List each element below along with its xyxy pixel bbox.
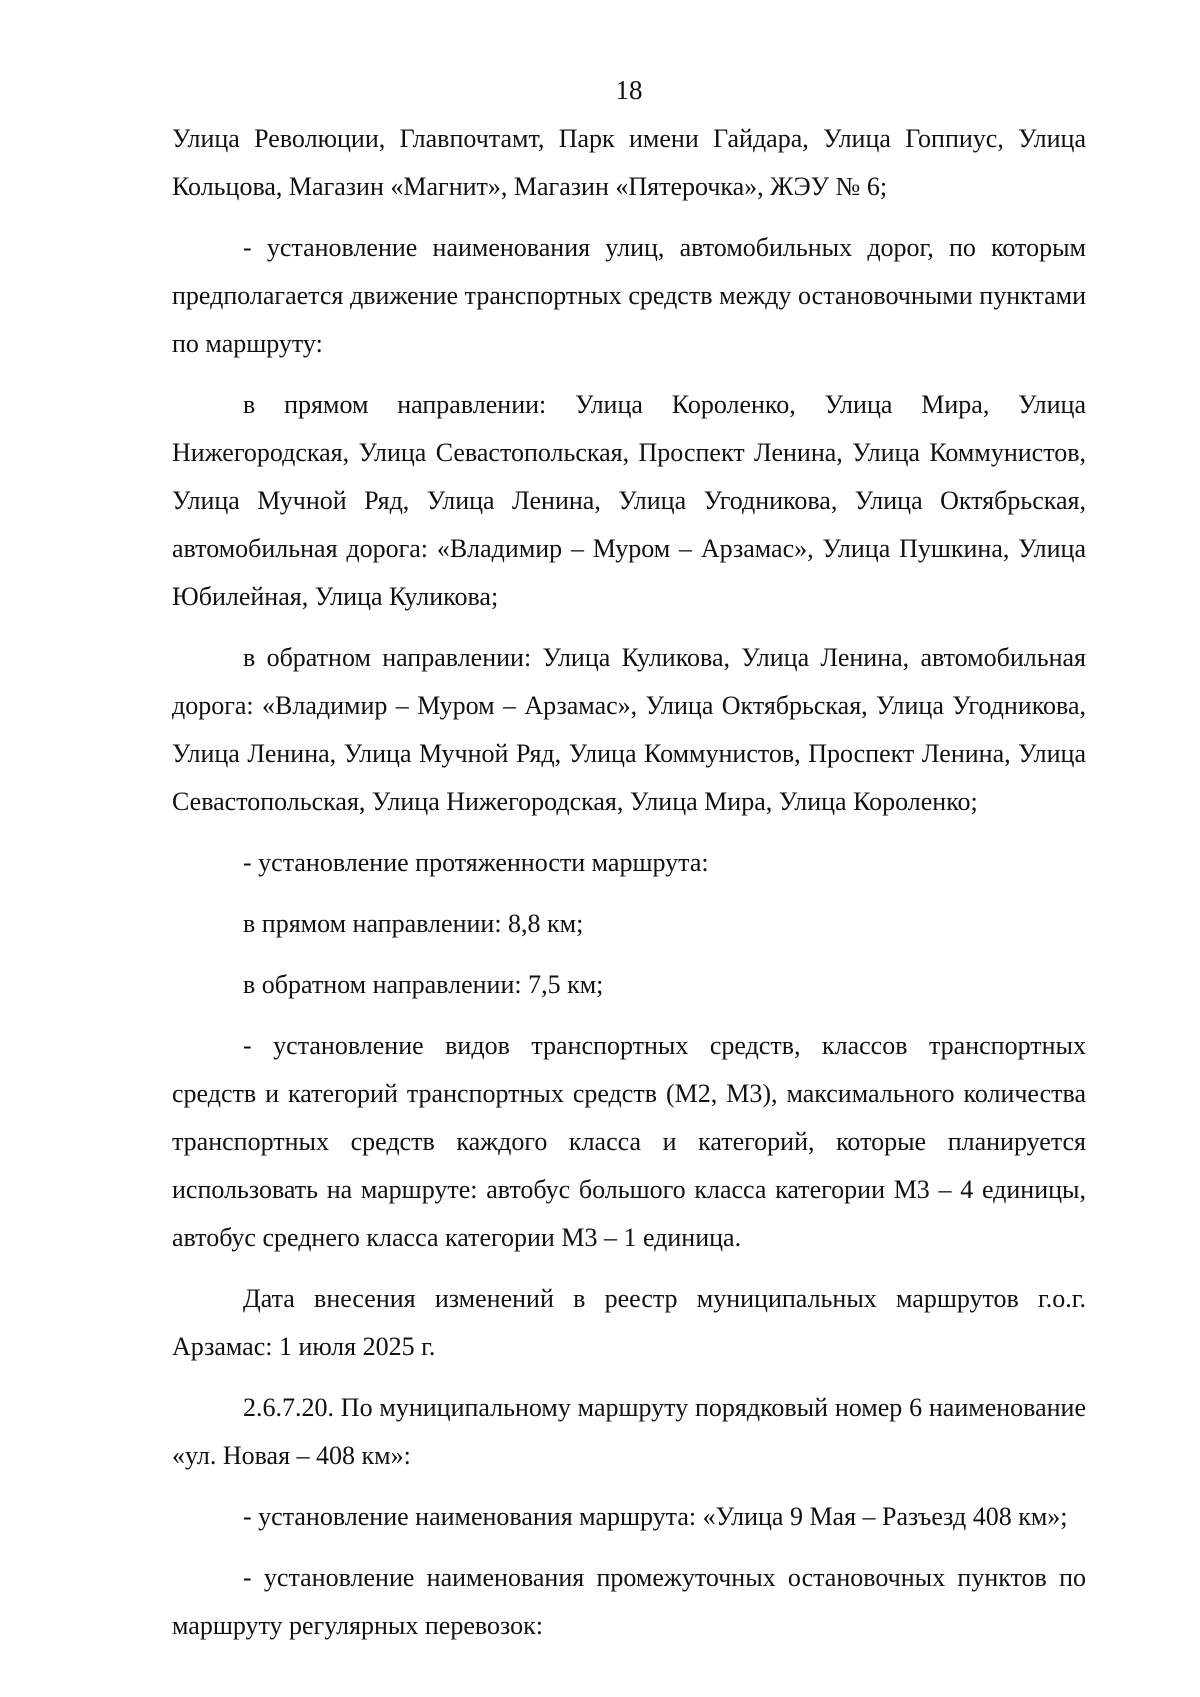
paragraph-forward-direction-streets: в прямом направлении: Улица Короленко, Улица Мира, Улица Нижегородская, Улица Севастопольская, Проспект Ленина, Улица Коммунистов, Улица Мучной Ряд, Улица Ленина, Улица Угодникова, Улица Октябрьская, автомобильная дорога: «Владимир – Муром – Арзамас», Улица Пушкина, Улица Юбилейная, Улица Куликова; xyxy=(172,390,1086,611)
paragraph-intermediate-stops-heading: - установление наименования промежуточных остановочных пунктов по маршруту регулярных перевозок: xyxy=(172,1563,1086,1640)
paragraph-section-2-6-7-20: 2.6.7.20. По муниципальному маршруту порядковый номер 6 наименование «ул. Новая – 408 км»: xyxy=(172,1393,1086,1470)
paragraph-registry-change-date: Дата внесения изменений в реестр муниципальных маршрутов г.о.г. Арзамас: 1 июля 2025 г. xyxy=(172,1284,1086,1361)
page-number: 18 xyxy=(615,75,643,105)
document-page xyxy=(172,0,1086,1697)
paragraph-street-names-heading: - установление наименования улиц, автомобильных дорог, по которым предполагается движение транспортных средств между остановочными пунктами по маршруту: xyxy=(172,233,1086,358)
paragraph-reverse-direction-streets: в обратном направлении: Улица Куликова, Улица Ленина, автомобильная дорога: «Владимир – Муром – Арзамас», Улица Октябрьская, Улица Угодникова, Улица Ленина, Улица Мучной Ряд, Улица Коммунистов, Проспект Ленина, Улица Севастопольская, Улица Нижегородская, Улица Мира, Улица Короленко; xyxy=(172,643,1086,816)
paragraph-vehicle-types: - установление видов транспортных средств, классов транспортных средств и категорий транспортных средств (М2, М3), максимального количества транспортных средств каждого класса и категорий, которые планируется использовать на маршруте: автобус большого класса категории М3 – 4 единицы, автобус среднего класса категории М3 – 1 единица. xyxy=(172,1031,1086,1252)
document-body xyxy=(172,115,1086,1650)
paragraph-route-name: - установление наименования маршрута: «Улица 9 Мая – Разъезд 408 км»; xyxy=(243,1502,1068,1531)
paragraph-reverse-length: в обратном направлении: 7,5 км; xyxy=(243,970,604,999)
paragraph-forward-length: в прямом направлении: 8,8 км; xyxy=(243,909,584,938)
paragraph-stops-continuation: Улица Революции, Главпочтамт, Парк имени Гайдара, Улица Гоппиус, Улица Кольцова, Магазин «Магнит», Магазин «Пятерочка», ЖЭУ № 6; xyxy=(172,124,1086,201)
paragraph-route-length-heading: - установление протяженности маршрута: xyxy=(243,848,709,877)
